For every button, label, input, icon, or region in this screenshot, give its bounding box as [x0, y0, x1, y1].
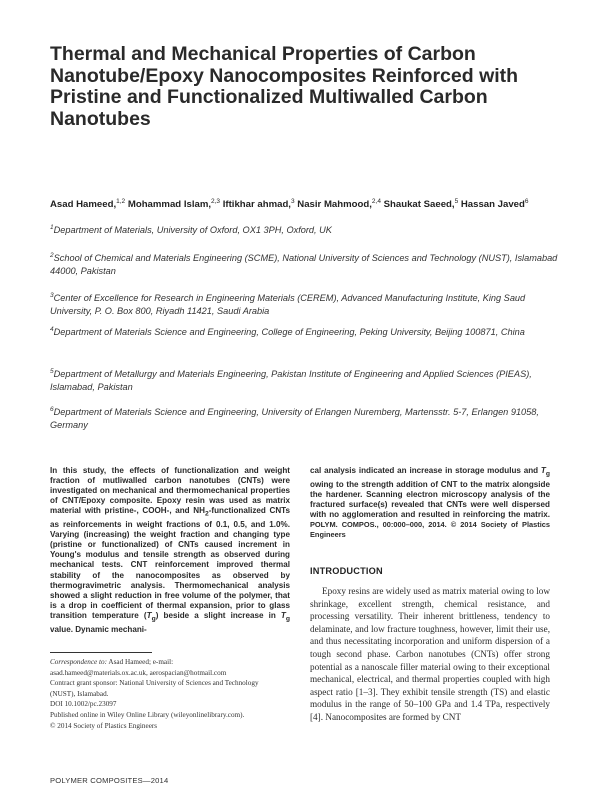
- symbol-tg: T: [540, 466, 546, 475]
- author-name: Mohammad Islam,: [127, 199, 212, 211]
- affiliation-3: [50, 290, 560, 317]
- author-affiliation-mark: 5: [454, 198, 459, 205]
- journal-citation: POLYM. COMPOS., 00:000–000, 2014. © 2014 Society of Plastics Engineers: [310, 520, 550, 540]
- footnote-line: Published online in Wiley Online Library (wileyonlinelibrary.com).: [50, 710, 245, 719]
- symbol-tg: T: [146, 610, 152, 620]
- footnote-line: (NUST), Islamabad.: [50, 689, 109, 698]
- abstract-column-right: [310, 466, 550, 552]
- author-affiliation-mark: 6: [524, 198, 529, 205]
- footnote-line: asad.hameed@materials.ox.ac.uk, aerospacian@hotmail.com: [50, 668, 227, 677]
- affiliation-number: 1: [50, 224, 54, 231]
- symbol-tg: T: [280, 610, 286, 620]
- affiliation-text: Department of Metallurgy and Materials Engineering, Pakistan Institute of Engineering and Applied Sciences (PIEAS), Islamabad, Pakistan: [50, 369, 532, 392]
- affiliation-number: 6: [50, 406, 54, 413]
- affiliation-4: [50, 324, 560, 339]
- author-name: Iftikhar ahmad,: [222, 199, 291, 211]
- author-affiliation-mark: 3: [290, 198, 295, 205]
- author-name: Nasir Mahmood,: [297, 199, 372, 211]
- affiliation-text: Department of Materials Science and Engineering, College of Engineering, Peking University, Beijing 100871, China: [53, 327, 525, 338]
- footnote-text: Asad Hameed; e-mail:: [107, 658, 174, 666]
- footnote-line: [50, 657, 295, 668]
- footnote-label: Correspondence to:: [50, 658, 108, 666]
- author-name: Hassan Javed: [460, 199, 525, 211]
- abstract-text: value. Dynamic mechani-: [50, 624, 147, 634]
- introduction-heading: INTRODUCTION: [310, 566, 383, 576]
- affiliation-text: Department of Materials Science and Engineering, University of Erlangen Nuremberg, Martensstr. 5-7, Erlangen 91058, Germany: [50, 407, 539, 430]
- affiliation-text: Department of Materials, University of Oxford, OX1 3PH, Oxford, UK: [53, 225, 332, 236]
- running-footer: POLYMER COMPOSITES—2014: [50, 776, 169, 785]
- affiliation-2: [50, 250, 560, 277]
- abstract-column-left: [50, 466, 290, 649]
- affiliation-1: [50, 222, 560, 237]
- affiliation-number: 3: [50, 292, 54, 299]
- affiliation-number: 2: [50, 252, 54, 259]
- affiliation-6: [50, 404, 560, 431]
- footnote-divider: [50, 652, 152, 653]
- abstract-text: In this study, the effects of functionalization and weight fraction of mutliwalled carbon nanotubes (CNTs) were investigated on mechanical and thermomechanical properties of CNT/Epoxy composite. Epoxy resin was used as matrix material with pristine-, COOH-, and NH: [50, 466, 290, 516]
- author-list: [50, 196, 560, 212]
- author-name: Shaukat Saeed,: [383, 199, 455, 211]
- affiliation-text: Center of Excellence for Research in Engineering Materials (CEREM), Advanced Manufacturing Institute, King Saud University, P. O. Box 800, Riyadh 11421, Saudi Arabia: [50, 293, 526, 316]
- abstract-text: ) beside a slight increase in: [155, 610, 281, 620]
- article-title: Thermal and Mechanical Properties of Carbon Nanotube/Epoxy Nanocomposites Reinforced with Pristine and Functionalized Multiwalled Carbon Nanotubes: [50, 43, 519, 130]
- abstract-text: -functionalized CNTs as reinforcements in weight fractions of 0.1, 0.5, and 1.0%. Varying (increasing) the weight fraction and changing type (pristine or functionalized) of CNTs caused increment in Young's modulus and tensile strength as observed during mechanical tests. CNT reinforcement improved thermal stability of the nanocomposites as observed by thermogravimetric analysis. Thermomechanical analysis showed a slight reduction in free volume of the polymer, that is a drop in coefficient of thermal expansion, prior to glass transition temperature (: [50, 506, 290, 620]
- footnote-line: DOI 10.1002/pc.23097: [50, 700, 117, 709]
- abstract-text: cal analysis indicated an increase in storage modulus and: [310, 466, 541, 475]
- affiliation-number: 5: [50, 368, 54, 375]
- introduction-text: Epoxy resins are widely used as matrix material owing to low shrinkage, excellent strength, chemical resistance, and processing versatility. Their inherent brittleness, tendency to delaminate, and low fracture toughness, however, limit their use, and thus necessitating incorporation and uniform dispersion of a tough second phase. Carbon nanotubes (CNTs) offer strong potential as a nanoscale filler material owing to their exceptional mechanical, electrical, and thermal properties coupled with high aspect ratio [1–3]. They exhibit tensile strength (TS) and elastic modulus in the range of 50–100 GPa and 1.4 TPa, respectively [4]. Nanocomposites are formed by CNT: [310, 586, 550, 722]
- subscript: 2: [204, 510, 209, 518]
- abstract-text: owing to the strength addition of CNT to the matrix alongside the hardener. Scanning electron microscopy analysis of the fractured surface(s) revealed that CNTs were well dispersed with no agglomeration and resulted in reinforcing the matrix.: [310, 479, 550, 519]
- affiliation-text: School of Chemical and Materials Engineering (SCME), National University of Sciences and Technology (NUST), Islamabad 44000, Pakistan: [50, 253, 558, 276]
- subscript: g: [285, 615, 290, 623]
- author-name: Asad Hameed,: [50, 199, 117, 211]
- footnotes: [50, 657, 295, 731]
- subscript: g: [151, 615, 156, 623]
- footnote-line: © 2014 Society of Plastics Engineers: [50, 721, 158, 730]
- affiliation-number: 4: [50, 326, 54, 333]
- author-affiliation-mark: 1,2: [116, 198, 126, 205]
- author-affiliation-mark: 2,4: [371, 198, 381, 205]
- footnote-line: Contract grant sponsor: National University of Sciences and Technology: [50, 679, 259, 688]
- author-affiliation-mark: 2,3: [211, 198, 221, 205]
- affiliation-5: [50, 366, 560, 393]
- subscript: g: [545, 470, 550, 478]
